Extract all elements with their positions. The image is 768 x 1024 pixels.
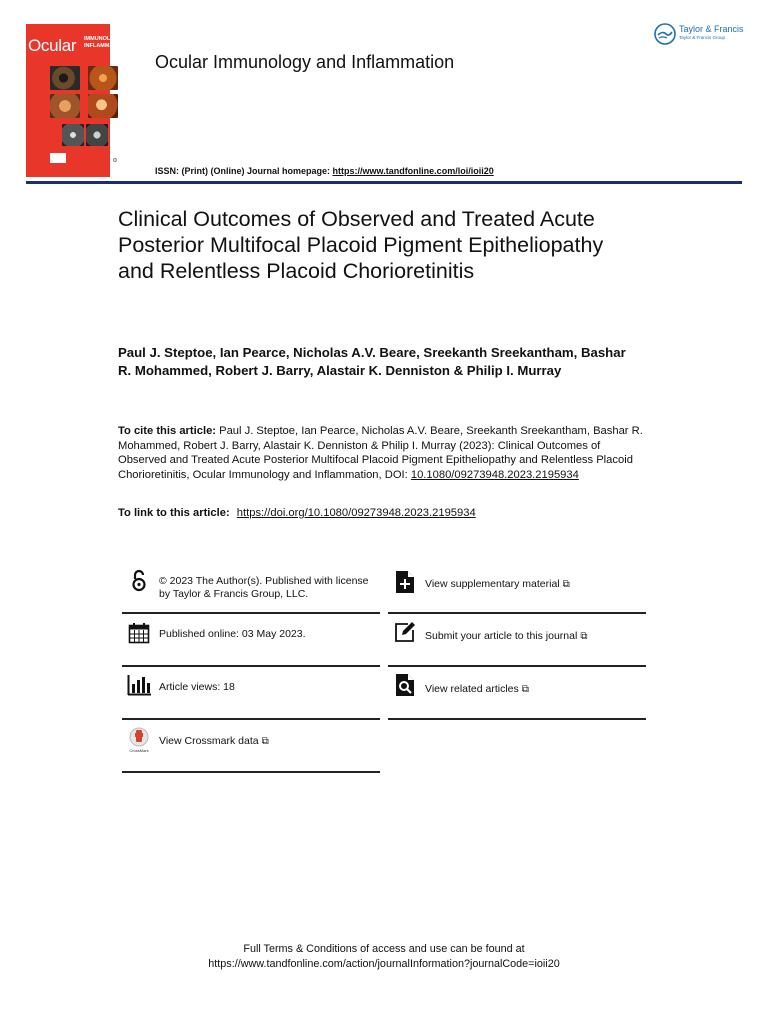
cover-subtitle-line2: INFLAMMATION (84, 43, 127, 49)
cover-subtitle-line1: IMMUNOLOGY (84, 36, 123, 42)
publisher-name: Taylor & Francis (679, 24, 744, 34)
cover-photo-4 (88, 94, 118, 118)
document-search-icon (394, 674, 416, 696)
add-file-icon (394, 571, 416, 593)
supplementary-label-wrap[interactable] (425, 578, 570, 592)
article-views: Article views: 18 (159, 681, 235, 693)
article-doi-url-link[interactable]: https://doi.org/10.1080/09273948.2023.2195934 (236, 507, 476, 519)
external-link-icon: ⧉ (562, 579, 570, 590)
supplementary-link[interactable] (388, 560, 646, 613)
article-views-info (122, 666, 380, 719)
bar-chart-icon (128, 674, 150, 696)
article-title: Clinical Outcomes of Observed and Treated Acute Posterior Multifocal Placoid Pigment Epitheliopathy and Relentless Placoid Chorioretinitis (118, 207, 604, 283)
small-circle-icon (113, 158, 117, 162)
external-link-icon: ⧉ (580, 631, 588, 642)
publisher-logo[interactable] (654, 22, 754, 48)
journal-cover-image (26, 24, 127, 177)
footer-terms-text: Full Terms & Conditions of access and use can be found at (243, 943, 525, 955)
issn-label: ISSN: (Print) (Online) Journal homepage: (155, 166, 331, 176)
cover-photo-1 (50, 66, 80, 90)
external-link-icon: ⧉ (521, 684, 529, 695)
article-link-line (118, 507, 476, 519)
cover-small-mark (113, 157, 117, 162)
header-divider (26, 181, 742, 184)
cover-photo-3 (50, 94, 80, 118)
cover-photo-6 (86, 124, 108, 146)
svg-text:CrossMark: CrossMark (129, 748, 149, 753)
external-link-icon: ⧉ (261, 736, 269, 747)
cover-photo-5 (62, 124, 84, 146)
footer-terms-link[interactable]: https://www.tandfonline.com/action/journalInformation?journalCode=ioii20 (208, 958, 560, 970)
issn-line (155, 166, 494, 176)
open-access-icon (128, 570, 150, 592)
crossmark-link[interactable] (122, 719, 380, 772)
related-label[interactable]: View related articles (425, 683, 519, 695)
cover-badge (50, 153, 66, 163)
citation-block (118, 424, 648, 483)
crossmark-label[interactable]: View Crossmark data (159, 735, 259, 747)
cover-subtitle (84, 36, 126, 50)
published-date: Published online: 03 May 2023. (159, 628, 306, 640)
submit-label-wrap[interactable] (425, 630, 587, 644)
divider-line (388, 718, 646, 720)
related-label-wrap[interactable] (425, 683, 529, 697)
crossmark-label-wrap[interactable] (159, 735, 269, 749)
doi-link[interactable]: 10.1080/09273948.2023.2195934 (410, 469, 579, 482)
publisher-logo-icon (654, 23, 676, 45)
cover-title: Ocular (28, 36, 77, 55)
submit-article-link[interactable] (388, 613, 646, 666)
cover-photo-2 (88, 66, 118, 90)
published-info (122, 613, 380, 666)
license-info (122, 560, 380, 613)
cite-text: Paul J. Steptoe, Ian Pearce, Nicholas A.V. Beare, Sreekanth Sreekantham, Bashar R. Mohammed, Robert J. Barry, Alastair K. Denniston & Philip I. Murray (2023): Clinical Outcomes of Observed and Treated Acute Posterior Multifocal Placoid Pigment Epitheliopathy and Relentless Placoid Chorioretinitis, Ocular Immunology and Inflammation, DOI: (118, 425, 643, 482)
publisher-group: Taylor & Francis Group (679, 35, 726, 40)
supplementary-label[interactable]: View supplementary material (425, 578, 560, 590)
journal-name[interactable]: Ocular Immunology and Inflammation (155, 52, 455, 72)
license-text: © 2023 The Author(s). Published with license by Taylor & Francis Group, LLC. (159, 575, 369, 600)
footer (0, 942, 768, 972)
divider-line (122, 771, 380, 773)
calendar-icon (128, 622, 150, 644)
crossmark-icon (128, 729, 150, 751)
submit-label[interactable]: Submit your article to this journal (425, 630, 578, 642)
link-label: To link to this article: (118, 507, 230, 519)
cite-label: To cite this article: (118, 425, 217, 437)
article-authors: Paul J. Steptoe, Ian Pearce, Nicholas A.V. Beare, Sreekanth Sreekantham, Bashar R. Mohammed, Robert J. Barry, Alastair K. Denniston & Philip I. Murray (118, 345, 626, 378)
edit-icon (394, 621, 416, 643)
journal-homepage-link[interactable]: https://www.tandfonline.com/loi/ioii20 (332, 166, 494, 176)
related-articles-link[interactable] (388, 666, 646, 719)
